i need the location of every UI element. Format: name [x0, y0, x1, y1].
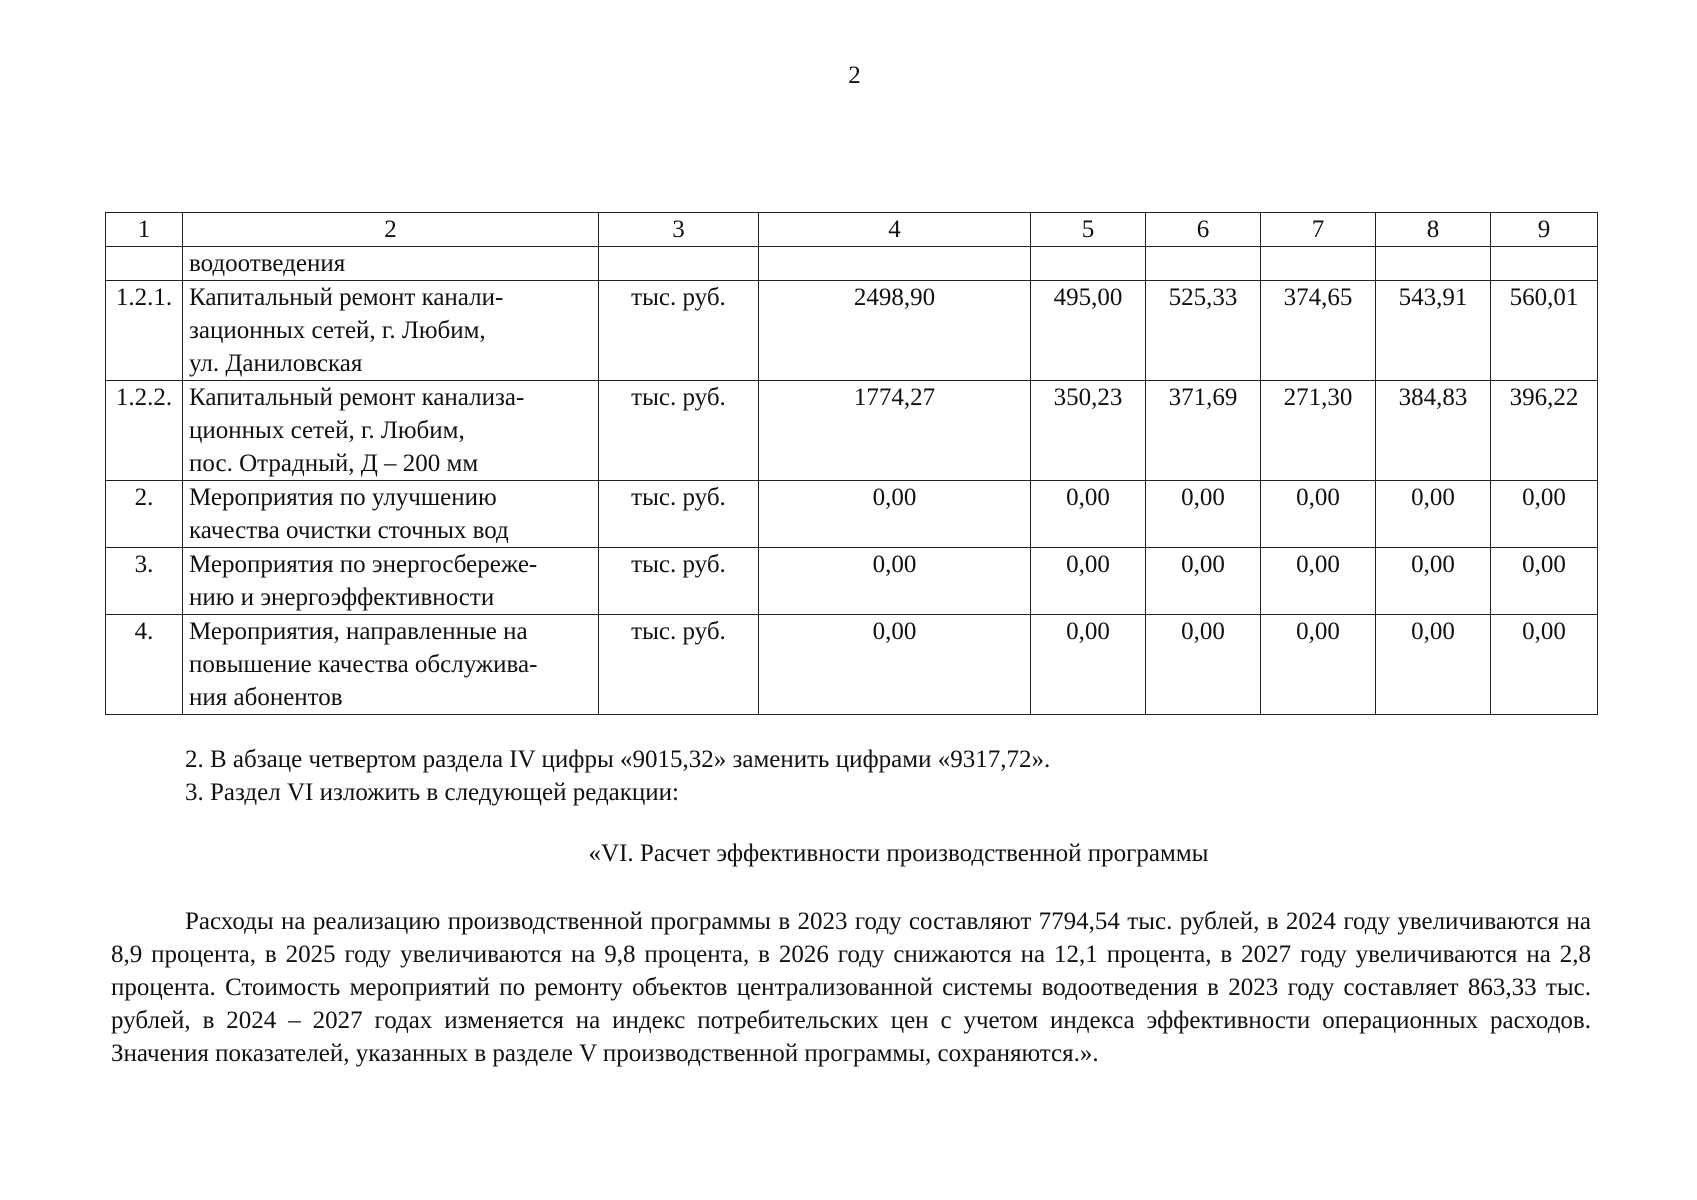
- cell-value: 0,00: [759, 615, 1031, 715]
- name-line: Мероприятия по энергосбереже-: [189, 551, 538, 578]
- cell-num: 3.: [106, 548, 183, 615]
- name-line: повышение качества обслужива-: [189, 651, 538, 678]
- table-row: [106, 281, 1598, 381]
- cell-value: 0,00: [1376, 481, 1491, 548]
- cell-value: 0,00: [1261, 615, 1376, 715]
- name-line: Капитальный ремонт канализа-: [189, 384, 525, 411]
- cell-value: 384,83: [1376, 381, 1491, 481]
- cell-name: водоотведения: [183, 247, 599, 281]
- column-header: 3: [599, 213, 759, 247]
- cell-value: 0,00: [1376, 548, 1491, 615]
- table-row: [106, 381, 1598, 481]
- name-line: зационных сетей, г. Любим,: [189, 317, 486, 344]
- cell-value: 0,00: [1031, 481, 1146, 548]
- name-line: Мероприятия по улучшению: [189, 484, 497, 511]
- table-row-continuation: [106, 247, 1598, 281]
- cell-name: [183, 481, 599, 548]
- cell-value: 0,00: [1146, 548, 1261, 615]
- cell-value: 0,00: [1146, 481, 1261, 548]
- cell-value: 0,00: [1261, 481, 1376, 548]
- section-title: «VI. Расчет эффективности производственной программы: [588, 840, 1209, 867]
- table-row: [106, 548, 1598, 615]
- cell-num: 2.: [106, 481, 183, 548]
- cell-unit: тыс. руб.: [599, 548, 759, 615]
- column-header: 5: [1031, 213, 1146, 247]
- cell-value: 350,23: [1031, 381, 1146, 481]
- cell-value: 0,00: [1491, 481, 1598, 548]
- cell-unit: тыс. руб.: [599, 281, 759, 381]
- cell-unit: тыс. руб.: [599, 615, 759, 715]
- column-header: 4: [759, 213, 1031, 247]
- cell-num: 1.2.2.: [106, 381, 183, 481]
- cell-value: 271,30: [1261, 381, 1376, 481]
- cell-value: 0,00: [759, 548, 1031, 615]
- name-line: пос. Отрадный, Д – 200 мм: [189, 450, 479, 477]
- program-table: [105, 212, 1598, 715]
- cell-value: 1774,27: [759, 381, 1031, 481]
- cell-num: 4.: [106, 615, 183, 715]
- cell-value: 396,22: [1491, 381, 1598, 481]
- column-header: 1: [106, 213, 183, 247]
- cell-unit: тыс. руб.: [599, 481, 759, 548]
- paragraph-2: 2. В абзаце четвертом раздела IV цифры «9015,32» заменить цифрами «9317,72».: [185, 746, 1051, 773]
- paragraph-3: 3. Раздел VI изложить в следующей редакции:: [185, 779, 680, 806]
- cell-value: 0,00: [1261, 548, 1376, 615]
- column-header: 9: [1491, 213, 1598, 247]
- column-header: 2: [183, 213, 599, 247]
- cell-value: 0,00: [759, 481, 1031, 548]
- cell-value: 0,00: [1491, 548, 1598, 615]
- name-line: качества очистки сточных вод: [189, 517, 509, 544]
- cell-name: [183, 615, 599, 715]
- cell-value: 495,00: [1031, 281, 1146, 381]
- name-line: Мероприятия, направленные на: [189, 618, 528, 645]
- cell-value: 2498,90: [759, 281, 1031, 381]
- column-header: 8: [1376, 213, 1491, 247]
- cell-name: [183, 548, 599, 615]
- cell-value: 0,00: [1376, 615, 1491, 715]
- name-line: Капитальный ремонт канали-: [189, 284, 504, 311]
- table-row: [106, 481, 1598, 548]
- cell-unit: тыс. руб.: [599, 381, 759, 481]
- body-paragraph: Расходы на реализацию производственной программы в 2023 году составляют 7794,54 тыс. рублей, в 2024 году увеличиваются на 8,9 процента, в 2025 году увеличиваются на 9,8 процента, в 2026 году снижаются на 12,1 процента, в 2027 году увеличиваются на 2,8 процента. Стоимость мероприятий по ремонту объектов централизованной системы водоотведения в 2023 году составляет 863,33 тыс. рублей, в 2024 – 2027 годах изменяется на индекс потребительских цен с учетом индекса эффективности операционных расходов. Значения показателей, указанных в разделе V производственной программы, сохраняются.».: [111, 908, 1591, 1067]
- table-header-row: [106, 213, 1598, 247]
- cell-value: 0,00: [1146, 615, 1261, 715]
- name-line: ционных сетей, г. Любим,: [189, 417, 465, 444]
- cell-value: 0,00: [1031, 548, 1146, 615]
- page-number: 2: [848, 62, 861, 89]
- cell-name: [183, 281, 599, 381]
- column-header: 6: [1146, 213, 1261, 247]
- name-line: ния абонентов: [189, 684, 343, 711]
- cell-num: 1.2.1.: [106, 281, 183, 381]
- cell-value: 374,65: [1261, 281, 1376, 381]
- name-line: нию и энергоэффективности: [189, 584, 495, 611]
- column-header: 7: [1261, 213, 1376, 247]
- cell-value: 0,00: [1031, 615, 1146, 715]
- cell-value: 371,69: [1146, 381, 1261, 481]
- name-line: ул. Даниловская: [189, 350, 363, 377]
- cell-value: 0,00: [1491, 615, 1598, 715]
- cell-value: 543,91: [1376, 281, 1491, 381]
- cell-name: [183, 381, 599, 481]
- table-row: [106, 615, 1598, 715]
- cell-value: 525,33: [1146, 281, 1261, 381]
- cell-value: 560,01: [1491, 281, 1598, 381]
